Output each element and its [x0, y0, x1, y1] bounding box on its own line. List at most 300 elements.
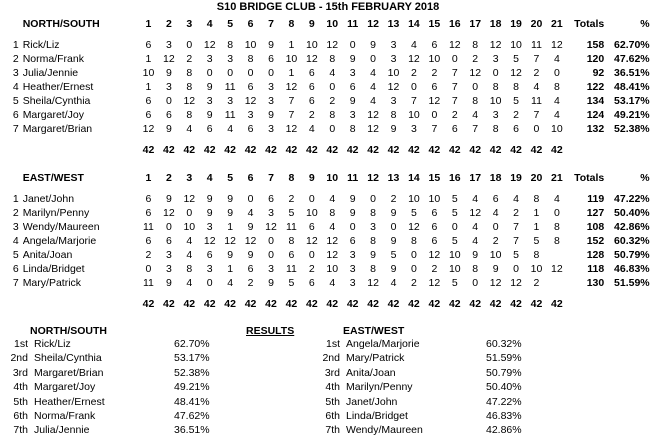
result-row [6, 366, 224, 380]
board-score: 0 [308, 249, 315, 261]
board-score: 0 [349, 39, 356, 51]
board-score: 4 [329, 221, 336, 233]
board-score: 0 [206, 277, 213, 289]
board-score: 9 [206, 81, 213, 93]
board-score: 12 [551, 263, 563, 275]
board-score: 8 [492, 81, 499, 93]
result-percent: 53.17% [174, 352, 210, 365]
empty-cell [650, 94, 656, 108]
pair-total: 119 [587, 193, 605, 205]
result-row [6, 395, 224, 409]
empty-cell [650, 38, 656, 52]
board-score: 2 [431, 67, 438, 79]
board-score: 0 [411, 263, 417, 275]
result-pair: Angela/Marjorie [346, 338, 420, 350]
board-score: 4 [370, 95, 377, 107]
board-score: 10 [244, 39, 257, 51]
spacer [0, 31, 656, 38]
board-score: 12 [367, 277, 379, 289]
board-sum: 42 [469, 298, 482, 310]
board-score: 6 [268, 53, 274, 65]
board-score: 0 [451, 221, 458, 233]
result-place: 4th [325, 381, 340, 394]
board-score: 8 [533, 249, 540, 261]
board-score: 10 [387, 67, 400, 79]
board-number: 3 [186, 171, 193, 184]
board-score: 7 [513, 221, 519, 233]
board-score: 3 [268, 95, 274, 107]
pair-number: 4 [12, 81, 19, 93]
board-score: 12 [510, 67, 522, 79]
board-score: 6 [268, 193, 274, 205]
board-score: 8 [553, 235, 560, 247]
board-score: 11 [531, 95, 542, 107]
pair-total: 132 [586, 123, 605, 135]
board-score: 4 [186, 123, 193, 135]
pair-number: 2 [12, 53, 19, 65]
board-score: 10 [489, 95, 502, 107]
pair-name: Janet/John [22, 193, 75, 205]
empty-cell [650, 122, 656, 136]
result-row [318, 380, 536, 394]
result-place: 5th [325, 395, 340, 408]
result-place: 4th [13, 381, 28, 394]
board-score: 3 [492, 53, 499, 65]
board-score: 4 [186, 249, 193, 261]
result-place: 6th [325, 410, 340, 423]
board-score: 3 [165, 81, 172, 93]
board-sum: 42 [510, 298, 522, 310]
results-ew-heading: EAST/WEST [343, 325, 405, 337]
board-score: 8 [329, 207, 336, 219]
board-score: 8 [370, 235, 377, 247]
board-score: 3 [390, 39, 397, 51]
board-score: 10 [530, 263, 543, 275]
board-score: 6 [431, 81, 438, 93]
board-score: 3 [227, 95, 234, 107]
pair-number: 7 [12, 123, 19, 135]
board-score: 4 [492, 207, 499, 219]
pair-number: 3 [12, 67, 19, 79]
pair-name: Angela/Marjorie [22, 235, 97, 247]
board-score: 10 [489, 249, 502, 261]
result-row [6, 380, 224, 394]
result-row [6, 423, 224, 437]
board-score: 3 [349, 263, 356, 275]
results-ns-list [6, 337, 224, 438]
result-row [318, 423, 536, 437]
table-row [0, 122, 656, 136]
board-sum: 42 [551, 298, 563, 310]
board-score: 2 [533, 67, 540, 79]
board-score: 5 [451, 193, 458, 205]
pair-number: 5 [12, 249, 19, 261]
result-pair: Janet/John [346, 395, 398, 408]
board-number: 19 [510, 171, 522, 184]
pair-total: 127 [586, 207, 605, 219]
pair-name: Mary/Patrick [22, 277, 82, 289]
board-score: 2 [308, 263, 315, 275]
board-score: 1 [288, 39, 295, 51]
board-score: 8 [553, 221, 560, 233]
pair-name: Sheila/Cynthia [22, 95, 91, 107]
result-row [318, 395, 536, 409]
board-score: 4 [513, 193, 519, 205]
result-row [318, 351, 536, 365]
board-score: 6 [308, 95, 315, 107]
board-score: 1 [288, 67, 295, 79]
board-score: 2 [411, 67, 417, 79]
board-score: 11 [224, 81, 236, 93]
board-score: 4 [329, 67, 336, 79]
pair-number: 1 [12, 39, 19, 51]
pair-number: 5 [12, 95, 19, 107]
board-number: 10 [326, 171, 339, 184]
board-sum-row [0, 143, 656, 157]
board-score: 9 [165, 277, 172, 289]
spacer-row [0, 185, 656, 192]
board-score: 2 [329, 95, 336, 107]
board-sum: 42 [428, 144, 441, 156]
board-score: 8 [553, 81, 560, 93]
board-score: 6 [431, 221, 438, 233]
spacer [0, 290, 656, 297]
board-score: 12 [326, 39, 339, 51]
empty-cell [23, 143, 139, 157]
board-sum: 42 [265, 298, 277, 310]
board-sum: 42 [530, 144, 543, 156]
empty-cell [650, 143, 656, 157]
board-score: 5 [451, 207, 458, 219]
board-score: 0 [145, 263, 152, 275]
board-number: 20 [530, 171, 543, 184]
results-ew-list [318, 337, 536, 438]
board-score: 8 [186, 263, 193, 275]
result-percent: 47.22% [486, 395, 522, 408]
board-score: 4 [533, 81, 540, 93]
results-heading: RESULTS [246, 325, 295, 337]
board-score: 10 [428, 53, 441, 65]
board-score: 4 [411, 39, 417, 51]
pair-percent: 50.79% [614, 249, 650, 261]
board-sum: 42 [489, 298, 502, 310]
board-number: 10 [326, 17, 339, 30]
board-score: 12 [305, 235, 318, 247]
board-score: 0 [472, 277, 479, 289]
board-score: 12 [489, 39, 502, 51]
board-score: 10 [428, 193, 441, 205]
pair-percent: 62.70% [614, 39, 650, 51]
board-score: 6 [145, 235, 152, 247]
result-percent: 52.38% [174, 366, 210, 379]
board-score: 8 [349, 123, 356, 135]
board-number: 21 [551, 171, 563, 184]
board-score: 8 [472, 263, 479, 275]
result-place: 7th [325, 424, 340, 437]
board-score: 3 [227, 53, 234, 65]
pair-number: 1 [12, 193, 19, 205]
board-score: 8 [186, 81, 193, 93]
board-score: 7 [411, 95, 417, 107]
board-score: 12 [163, 53, 175, 65]
empty-cell [650, 276, 656, 290]
board-sum: 42 [326, 144, 339, 156]
board-score: 7 [533, 53, 540, 65]
empty-cell [0, 143, 23, 157]
board-score: 5 [288, 207, 295, 219]
board-score: 9 [206, 207, 213, 219]
board-sum: 42 [203, 144, 216, 156]
board-sum: 42 [305, 298, 318, 310]
board-score: 0 [370, 193, 377, 205]
board-score: 0 [268, 249, 274, 261]
result-row [318, 366, 536, 380]
board-score: 3 [370, 221, 377, 233]
board-score: 8 [186, 67, 193, 79]
board-sum: 42 [510, 144, 522, 156]
board-score: 9 [390, 207, 397, 219]
board-score: 0 [492, 221, 499, 233]
result-place: 3rd [12, 366, 28, 379]
board-score: 4 [329, 277, 336, 289]
board-score: 10 [551, 123, 563, 135]
east-west-score-table [0, 170, 656, 311]
pair-number: 4 [12, 235, 19, 247]
board-score: 8 [329, 53, 336, 65]
board-sum: 42 [224, 144, 236, 156]
board-score: 12 [428, 95, 441, 107]
board-score: 10 [305, 39, 318, 51]
board-score: 9 [268, 277, 274, 289]
board-sum: 42 [469, 144, 482, 156]
result-row [6, 409, 224, 423]
empty-cell [650, 52, 656, 66]
board-sum: 42 [163, 298, 175, 310]
board-number: 1 [145, 17, 152, 30]
board-score: 7 [451, 95, 458, 107]
board-score: 11 [224, 109, 236, 121]
board-score: 0 [247, 67, 254, 79]
board-score: 7 [533, 109, 540, 121]
board-score: 2 [533, 277, 540, 289]
board-score: 6 [513, 123, 519, 135]
board-number: 1 [145, 171, 152, 184]
board-score: 7 [451, 67, 458, 79]
board-score: 6 [247, 123, 254, 135]
board-number: 16 [448, 17, 461, 30]
board-score: 4 [247, 207, 254, 219]
board-score: 4 [472, 109, 479, 121]
board-score: 6 [431, 39, 438, 51]
board-sum: 42 [265, 144, 277, 156]
empty-cell [604, 143, 649, 157]
board-score: 9 [206, 109, 213, 121]
empty-cell [650, 297, 656, 311]
board-score: 6 [145, 193, 152, 205]
board-score: 9 [370, 249, 377, 261]
board-score: 12 [489, 277, 502, 289]
board-score: 11 [143, 277, 154, 289]
board-score: 6 [145, 39, 152, 51]
north-south-score-table [0, 16, 656, 157]
board-number: 6 [247, 171, 254, 184]
result-pair: Margaret/Brian [34, 366, 104, 379]
board-score: 9 [227, 193, 234, 205]
board-score: 1 [227, 263, 234, 275]
board-score: 7 [431, 123, 438, 135]
empty-cell [0, 297, 23, 311]
board-score: 11 [285, 263, 297, 275]
pair-percent: 47.62% [614, 53, 650, 65]
pair-name: Wendy/Maureen [22, 221, 100, 233]
board-number: 4 [206, 171, 213, 184]
empty-cell [650, 220, 656, 234]
board-score: 12 [224, 235, 236, 247]
board-score: 7 [472, 123, 479, 135]
result-pair: Julia/Jennie [34, 424, 90, 437]
result-place: 7th [13, 424, 28, 437]
board-number: 7 [268, 17, 274, 30]
board-score: 0 [411, 249, 417, 261]
board-score: 4 [227, 123, 234, 135]
board-score: 6 [288, 249, 295, 261]
board-score: 10 [510, 39, 522, 51]
pair-name: Margaret/Brian [22, 123, 93, 135]
board-score: 3 [165, 249, 172, 261]
board-score: 5 [390, 249, 397, 261]
board-score: 3 [390, 95, 397, 107]
board-score: 5 [288, 277, 295, 289]
pair-percent: 48.41% [614, 81, 650, 93]
board-score: 11 [143, 221, 154, 233]
board-score: 12 [265, 221, 277, 233]
board-sum: 42 [387, 298, 400, 310]
spacer [0, 136, 656, 143]
board-score: 6 [145, 207, 152, 219]
board-sum: 42 [346, 298, 359, 310]
table-row [0, 80, 656, 94]
board-score: 3 [349, 277, 356, 289]
empty-cell [650, 192, 656, 206]
table-row [0, 94, 656, 108]
board-score: 6 [308, 277, 315, 289]
pair-number: 6 [12, 109, 19, 121]
board-number: 11 [347, 17, 359, 30]
board-sum: 42 [387, 144, 400, 156]
totals-header: Totals [574, 171, 605, 184]
board-score: 0 [227, 67, 234, 79]
board-number: 20 [530, 17, 543, 30]
board-sum: 42 [448, 298, 461, 310]
board-score: 12 [408, 53, 420, 65]
table-row [0, 66, 656, 80]
board-sum: 42 [326, 298, 339, 310]
board-score: 8 [370, 263, 377, 275]
board-score: 8 [390, 109, 397, 121]
board-sum: 42 [367, 144, 379, 156]
board-score: 6 [247, 81, 254, 93]
board-score: 3 [268, 263, 274, 275]
empty-cell [650, 170, 656, 185]
section-heading: EAST/WEST [22, 171, 84, 184]
board-score: 0 [349, 221, 356, 233]
board-score: 6 [308, 221, 315, 233]
board-sum: 42 [489, 144, 502, 156]
percent-header: % [640, 17, 650, 30]
board-score: 3 [349, 249, 356, 261]
board-score: 1 [145, 53, 152, 65]
board-score: 3 [411, 123, 417, 135]
board-number: 8 [288, 171, 295, 184]
board-score: 12 [285, 81, 298, 93]
pair-number: 3 [12, 221, 19, 233]
board-sum: 42 [244, 144, 257, 156]
board-score: 2 [247, 277, 254, 289]
empty-cell [23, 297, 139, 311]
board-score: 9 [472, 249, 479, 261]
board-score: 8 [492, 123, 499, 135]
pair-percent: 50.40% [614, 207, 650, 219]
pair-percent: 42.86% [614, 221, 650, 233]
pair-name: Heather/Ernest [22, 81, 94, 93]
empty-cell [567, 297, 604, 311]
result-percent: 46.83% [486, 410, 522, 423]
board-score: 4 [308, 123, 315, 135]
pair-name: Linda/Bridget [22, 263, 85, 275]
result-percent: 36.51% [174, 424, 210, 437]
result-row [6, 351, 224, 365]
board-number: 13 [387, 17, 400, 30]
board-score: 8 [370, 207, 377, 219]
board-sum: 42 [203, 298, 216, 310]
board-score: 0 [247, 193, 254, 205]
board-score: 6 [451, 123, 458, 135]
board-score: 8 [513, 81, 519, 93]
board-score: 0 [513, 263, 519, 275]
board-score: 4 [390, 277, 397, 289]
board-score: 5 [513, 53, 519, 65]
result-place: 1st [325, 338, 340, 350]
board-score: 6 [349, 81, 356, 93]
board-score: 6 [206, 123, 213, 135]
board-score: 12 [469, 207, 482, 219]
board-score: 0 [411, 81, 417, 93]
board-score: 5 [451, 235, 458, 247]
board-score: 9 [268, 109, 274, 121]
pair-percent: 60.32% [614, 235, 650, 247]
table-row [0, 206, 656, 220]
board-score: 3 [268, 123, 274, 135]
board-number: 19 [510, 17, 522, 30]
board-score: 4 [227, 277, 234, 289]
empty-cell [604, 297, 649, 311]
board-score: 12 [326, 249, 339, 261]
board-score: 4 [472, 235, 479, 247]
board-score: 12 [408, 221, 420, 233]
board-score: 9 [390, 263, 397, 275]
board-score: 12 [163, 207, 175, 219]
board-score: 9 [370, 39, 377, 51]
totals-header: Totals [574, 17, 605, 30]
pair-total: 152 [586, 235, 605, 247]
board-score: 12 [428, 249, 441, 261]
board-score: 9 [492, 263, 499, 275]
board-score: 9 [247, 249, 254, 261]
board-score: 3 [492, 109, 499, 121]
board-sum: 42 [530, 298, 543, 310]
board-score: 8 [472, 39, 479, 51]
board-sum: 42 [551, 144, 563, 156]
